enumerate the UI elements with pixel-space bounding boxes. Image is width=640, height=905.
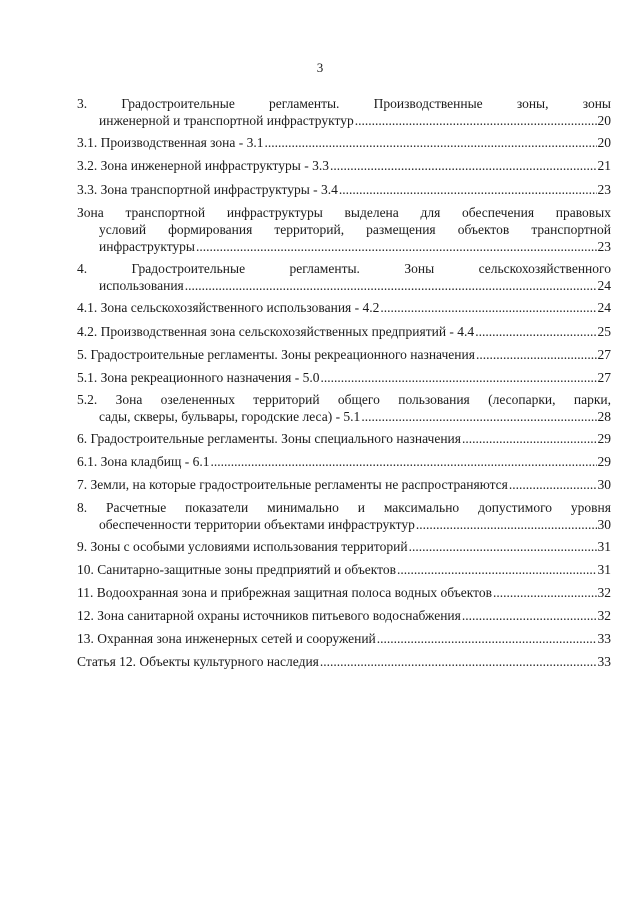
dot-leader (416, 516, 597, 533)
toc-entry-title: инфраструктуры (99, 239, 195, 254)
toc-entry-12[interactable] (77, 607, 611, 624)
dot-leader (355, 112, 597, 129)
toc-entry-title: сады, скверы, бульвары, городские леса) - 5.1 (99, 409, 361, 424)
dot-leader (185, 277, 597, 294)
toc-entry-title: обеспеченности территории объектами инфраструктур (99, 517, 415, 532)
toc-page-number: 20 (597, 135, 611, 150)
toc-entry-8-line-1: 8. Расчетные показатели минимально и максимально допустимого уровня (77, 500, 611, 515)
toc-entry-4-line-1: 4. Градостроительные регламенты. Зоны сельскохозяйственного (77, 261, 611, 276)
toc-entry-title: 10. Санитарно-защитные зоны предприятий и объектов (77, 562, 397, 577)
toc-entry-6[interactable] (77, 430, 611, 447)
dot-leader (211, 453, 597, 470)
toc-entry-1-line-1: 3. Градостроительные регламенты. Производственные зоны, зоны (77, 96, 611, 111)
toc-page-number: 30 (597, 517, 611, 532)
toc-entry-title: 4.1. Зона сельскохозяйственного использования - 4.2 (77, 300, 380, 315)
toc-page-number: 21 (597, 158, 611, 173)
dot-leader (377, 630, 597, 647)
dot-leader (330, 157, 597, 174)
toc-page-number: 31 (597, 539, 611, 554)
toc-page-number: 27 (597, 347, 611, 362)
toc-page-number: 33 (597, 654, 611, 669)
toc-page-number: 29 (597, 454, 611, 469)
toc-entry-3-2[interactable] (77, 157, 611, 174)
toc-entry-8[interactable] (77, 516, 611, 533)
toc-entry-article-12[interactable] (77, 653, 611, 670)
toc-entry-5[interactable] (77, 346, 611, 363)
toc-entry-3-3[interactable] (77, 181, 611, 198)
toc-entry-title: использования (99, 278, 184, 293)
toc-entry-4-1[interactable] (77, 299, 611, 316)
toc-entry-13[interactable] (77, 630, 611, 647)
dot-leader (397, 561, 596, 578)
toc-entry-title: Статья 12. Объекты культурного наследия (77, 654, 319, 669)
toc-entry-11[interactable] (77, 584, 611, 601)
toc-entry-title: инженерной и транспортной инфраструктур (99, 113, 354, 128)
toc-entry-title: 5. Градостроительные регламенты. Зоны рекреационного назначения (77, 347, 475, 362)
toc-entry-title: 6.1. Зона кладбищ - 6.1 (77, 454, 210, 469)
dot-leader (361, 408, 596, 425)
toc-entry-title: 11. Водоохранная зона и прибрежная защитная полоса водных объектов (77, 585, 492, 600)
toc-entry-4[interactable] (77, 277, 611, 294)
dot-leader (475, 323, 596, 340)
toc-page-number: 24 (597, 300, 611, 315)
toc-entry-1[interactable] (77, 112, 611, 129)
dot-leader (339, 181, 597, 198)
toc-entry-6-1[interactable] (77, 453, 611, 470)
dot-leader (493, 584, 597, 601)
dot-leader (320, 369, 596, 386)
toc-page-number: 33 (597, 631, 611, 646)
toc-page-number: 23 (597, 182, 611, 197)
toc-entry-9[interactable] (77, 538, 611, 555)
dot-leader (462, 430, 597, 447)
toc-page-number: 30 (597, 477, 611, 492)
toc-entry-title: 13. Охранная зона инженерных сетей и сооружений (77, 631, 376, 646)
toc-entry-transport-line-1: Зона транспортной инфраструктуры выделена для обеспечения правовых (77, 205, 611, 220)
toc-entry-title: 3.1. Производственная зона - 3.1 (77, 135, 264, 150)
toc-entry-transport[interactable] (77, 238, 611, 255)
dot-leader (509, 476, 597, 493)
toc-entry-transport-line-2: условий формирования территорий, размещения объектов транспортной (99, 222, 611, 237)
dot-leader (409, 538, 597, 555)
toc-entry-title: 9. Зоны с особыми условиями использования территорий (77, 539, 408, 554)
toc-entry-title: 3.3. Зона транспортной инфраструктуры - 3.4 (77, 182, 338, 197)
toc-page-number: 24 (597, 278, 611, 293)
dot-leader (380, 299, 596, 316)
toc-entry-title: 6. Градостроительные регламенты. Зоны специального назначения (77, 431, 461, 446)
toc-page-number: 20 (597, 113, 611, 128)
dot-leader (196, 238, 597, 255)
toc-page-number: 28 (597, 409, 611, 424)
toc-page-number: 25 (597, 324, 611, 339)
toc-page-number: 32 (597, 585, 611, 600)
toc-entry-5-2[interactable] (77, 408, 611, 425)
toc-entry-10[interactable] (77, 561, 611, 578)
toc-entry-title: 5.1. Зона рекреационного назначения - 5.0 (77, 370, 320, 385)
toc-page-number: 27 (597, 370, 611, 385)
page-number: 3 (316, 60, 324, 75)
toc-entry-3-1[interactable] (77, 134, 611, 151)
toc-page-number: 23 (597, 239, 611, 254)
toc-page-number: 31 (597, 562, 611, 577)
toc-entry-7[interactable] (77, 476, 611, 493)
toc-entry-title: 7. Земли, на которые градостроительные регламенты не распространяются (77, 477, 508, 492)
toc-entry-title: 4.2. Производственная зона сельскохозяйственных предприятий - 4.4 (77, 324, 475, 339)
dot-leader (320, 653, 597, 670)
toc-entry-5-2-line-1: 5.2. Зона озелененных территорий общего пользования (лесопарки, парки, (77, 392, 611, 407)
dot-leader (265, 134, 597, 151)
toc-page-number: 29 (597, 431, 611, 446)
toc-entry-title: 12. Зона санитарной охраны источников питьевого водоснабжения (77, 608, 461, 623)
toc-entry-5-1[interactable] (77, 369, 611, 386)
dot-leader (462, 607, 597, 624)
toc-entry-4-2[interactable] (77, 323, 611, 340)
dot-leader (476, 346, 597, 363)
toc-page-number: 32 (597, 608, 611, 623)
toc-entry-title: 3.2. Зона инженерной инфраструктуры - 3.3 (77, 158, 329, 173)
